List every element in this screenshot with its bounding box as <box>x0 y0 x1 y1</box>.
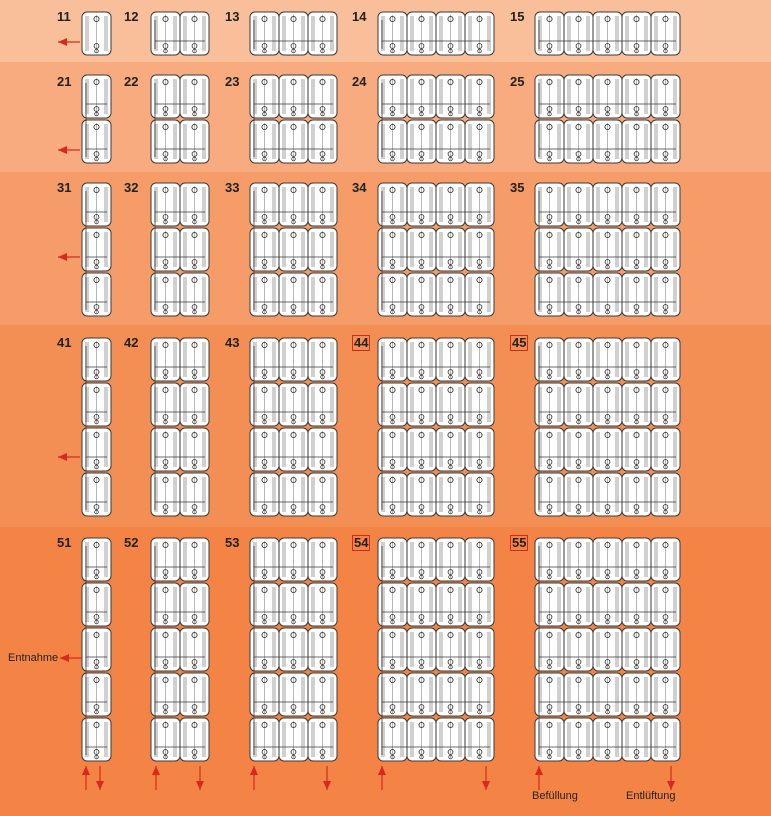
tank <box>180 538 209 581</box>
vent-arrow-4 <box>482 766 490 790</box>
tank <box>622 273 651 316</box>
config-label-23: 23 <box>225 74 240 89</box>
tank-config-55 <box>535 538 680 761</box>
tank <box>593 228 622 271</box>
tank <box>279 583 308 626</box>
tank <box>436 473 465 516</box>
tank-config-25 <box>535 75 680 163</box>
tank <box>564 75 593 118</box>
tank-config-44 <box>378 338 494 516</box>
config-label-21: 21 <box>57 74 72 89</box>
tank <box>436 75 465 118</box>
tank <box>622 120 651 163</box>
fill-arrow-2 <box>152 766 160 790</box>
tank <box>407 338 436 381</box>
tank <box>622 538 651 581</box>
tank <box>651 473 680 516</box>
config-label-11: 11 <box>57 9 71 24</box>
tank <box>564 383 593 426</box>
fill-arrow-1 <box>82 766 90 790</box>
tank <box>465 338 494 381</box>
tank <box>308 183 337 226</box>
tank-config-34 <box>378 183 494 316</box>
config-label-44: 44 <box>354 335 369 350</box>
extraction-arrow-row2 <box>58 146 80 154</box>
config-label-33: 33 <box>225 180 240 195</box>
extraction-arrow-row3 <box>58 253 80 261</box>
tank <box>180 120 209 163</box>
tank-config-11 <box>82 12 111 55</box>
tank <box>622 583 651 626</box>
tank-config-35 <box>535 183 680 316</box>
tank <box>564 228 593 271</box>
config-label-55: 55 <box>512 535 527 550</box>
config-label-13: 13 <box>225 9 240 24</box>
tank <box>308 718 337 761</box>
tank <box>279 338 308 381</box>
config-label-52: 52 <box>124 535 139 550</box>
tank <box>622 628 651 671</box>
tank <box>564 273 593 316</box>
tank <box>651 228 680 271</box>
extraction-arrow-row1 <box>58 38 80 46</box>
tank <box>593 120 622 163</box>
tank <box>651 383 680 426</box>
extraction-arrow-row5 <box>60 654 82 662</box>
tank-config-14 <box>378 12 494 55</box>
tank <box>279 428 308 471</box>
tank <box>593 383 622 426</box>
tank <box>465 428 494 471</box>
tank <box>465 718 494 761</box>
befuellung-label: Befüllung <box>532 790 578 802</box>
tank <box>593 75 622 118</box>
config-label-25: 25 <box>510 74 525 89</box>
fill-arrow-5 <box>535 766 543 790</box>
tank <box>593 12 622 55</box>
tank <box>180 473 209 516</box>
tank <box>465 673 494 716</box>
tank <box>436 718 465 761</box>
tank <box>407 228 436 271</box>
tank <box>308 673 337 716</box>
tank <box>407 12 436 55</box>
tank-config-53 <box>250 538 337 761</box>
tank <box>308 473 337 516</box>
tank-config-32 <box>151 183 209 316</box>
tank-config-21 <box>82 75 111 163</box>
tank <box>622 673 651 716</box>
tank <box>407 75 436 118</box>
tank-config-22 <box>151 75 209 163</box>
tank <box>279 538 308 581</box>
tank <box>651 538 680 581</box>
config-label-54: 54 <box>354 535 369 550</box>
tank <box>622 718 651 761</box>
tank <box>465 120 494 163</box>
tank-config-54 <box>378 538 494 761</box>
tank <box>279 228 308 271</box>
tank <box>279 183 308 226</box>
tank <box>436 383 465 426</box>
tank <box>593 673 622 716</box>
tank <box>308 120 337 163</box>
tank <box>407 583 436 626</box>
config-label-31: 31 <box>57 180 72 195</box>
tank <box>436 538 465 581</box>
tank <box>180 383 209 426</box>
tank <box>407 120 436 163</box>
tank <box>622 12 651 55</box>
tank <box>180 673 209 716</box>
tank <box>436 628 465 671</box>
tank-config-33 <box>250 183 337 316</box>
tank <box>465 228 494 271</box>
tank <box>593 473 622 516</box>
tank <box>180 75 209 118</box>
tank <box>180 228 209 271</box>
tank <box>308 583 337 626</box>
tank <box>651 428 680 471</box>
tank <box>436 338 465 381</box>
config-label-45: 45 <box>512 335 527 350</box>
tank <box>279 473 308 516</box>
tank <box>564 12 593 55</box>
tank <box>651 628 680 671</box>
tank <box>593 428 622 471</box>
tank-config-31 <box>82 183 111 316</box>
tank <box>180 628 209 671</box>
tank-config-12 <box>151 12 209 55</box>
config-label-12: 12 <box>124 9 139 24</box>
vent-arrow-3 <box>323 766 331 790</box>
tank <box>651 718 680 761</box>
tank <box>308 628 337 671</box>
vent-arrow-1 <box>96 766 104 790</box>
extraction-arrow-row4 <box>58 453 80 461</box>
tank-config-51 <box>82 538 111 761</box>
tank <box>308 273 337 316</box>
tank <box>465 75 494 118</box>
vent-arrow-5 <box>667 766 675 790</box>
tank <box>279 383 308 426</box>
tank <box>279 718 308 761</box>
tank-config-41 <box>82 338 111 516</box>
tank <box>308 538 337 581</box>
tank <box>593 183 622 226</box>
tank-config-13 <box>250 12 337 55</box>
vent-arrow-2 <box>196 766 204 790</box>
tank <box>564 428 593 471</box>
tank <box>436 673 465 716</box>
tank <box>465 12 494 55</box>
tank <box>622 338 651 381</box>
tank <box>407 273 436 316</box>
config-label-51: 51 <box>57 535 72 550</box>
config-label-22: 22 <box>124 74 139 89</box>
tank <box>564 338 593 381</box>
tank <box>651 75 680 118</box>
tank <box>279 75 308 118</box>
entlueftung-label: Entlüftung <box>626 790 676 802</box>
tank <box>308 428 337 471</box>
tank <box>180 583 209 626</box>
tank-config-45 <box>535 338 680 516</box>
config-label-43: 43 <box>225 335 240 350</box>
tank <box>279 120 308 163</box>
tank <box>622 383 651 426</box>
tank-config-42 <box>151 338 209 516</box>
tank <box>82 12 111 55</box>
tank <box>593 583 622 626</box>
tank <box>407 428 436 471</box>
tank <box>593 273 622 316</box>
tank <box>564 473 593 516</box>
tank <box>465 183 494 226</box>
tank <box>622 428 651 471</box>
tank <box>564 628 593 671</box>
tank <box>651 273 680 316</box>
tank <box>407 673 436 716</box>
tank <box>465 273 494 316</box>
tank <box>465 383 494 426</box>
tank <box>308 228 337 271</box>
tank <box>279 673 308 716</box>
tank <box>651 183 680 226</box>
tank <box>622 473 651 516</box>
tank <box>593 628 622 671</box>
tank <box>651 12 680 55</box>
tank-config-43 <box>250 338 337 516</box>
tank <box>180 183 209 226</box>
entnahme-label: Entnahme <box>8 652 59 664</box>
tank <box>180 718 209 761</box>
tank <box>436 583 465 626</box>
tank <box>407 183 436 226</box>
tank <box>407 718 436 761</box>
tank <box>593 538 622 581</box>
tank <box>564 538 593 581</box>
tank <box>651 338 680 381</box>
tank <box>436 12 465 55</box>
tank <box>180 12 209 55</box>
config-label-14: 14 <box>352 9 367 24</box>
tank <box>436 183 465 226</box>
tank-config-15 <box>535 12 680 55</box>
tank <box>651 583 680 626</box>
tank <box>279 628 308 671</box>
tank <box>564 120 593 163</box>
tank <box>436 273 465 316</box>
tank <box>407 538 436 581</box>
fill-arrow-3 <box>250 766 258 790</box>
tank-config-52 <box>151 538 209 761</box>
tank <box>308 12 337 55</box>
tank <box>180 273 209 316</box>
config-label-34: 34 <box>352 180 367 195</box>
tank <box>622 75 651 118</box>
config-label-32: 32 <box>124 180 139 195</box>
tank <box>622 228 651 271</box>
tank <box>564 718 593 761</box>
tank <box>465 538 494 581</box>
tank <box>593 718 622 761</box>
tank <box>436 228 465 271</box>
tank <box>622 183 651 226</box>
tank-config-23 <box>250 75 337 163</box>
tank <box>407 383 436 426</box>
tank <box>593 338 622 381</box>
tank <box>651 673 680 716</box>
config-label-53: 53 <box>225 535 240 550</box>
tank <box>564 183 593 226</box>
tank-config-24 <box>378 75 494 163</box>
tank <box>180 428 209 471</box>
config-label-42: 42 <box>124 335 139 350</box>
tank <box>180 338 209 381</box>
fill-arrow-4 <box>378 766 386 790</box>
tank <box>279 12 308 55</box>
tank <box>279 273 308 316</box>
tank <box>407 628 436 671</box>
tank <box>564 673 593 716</box>
tank <box>465 473 494 516</box>
config-label-15: 15 <box>510 9 525 24</box>
tank <box>308 338 337 381</box>
config-label-41: 41 <box>57 335 72 350</box>
tank <box>651 120 680 163</box>
config-label-24: 24 <box>352 74 367 89</box>
tank <box>436 428 465 471</box>
tank <box>308 383 337 426</box>
config-label-35: 35 <box>510 180 525 195</box>
tank <box>436 120 465 163</box>
tank <box>564 583 593 626</box>
tank <box>465 583 494 626</box>
tank <box>308 75 337 118</box>
tank <box>407 473 436 516</box>
tank <box>465 628 494 671</box>
